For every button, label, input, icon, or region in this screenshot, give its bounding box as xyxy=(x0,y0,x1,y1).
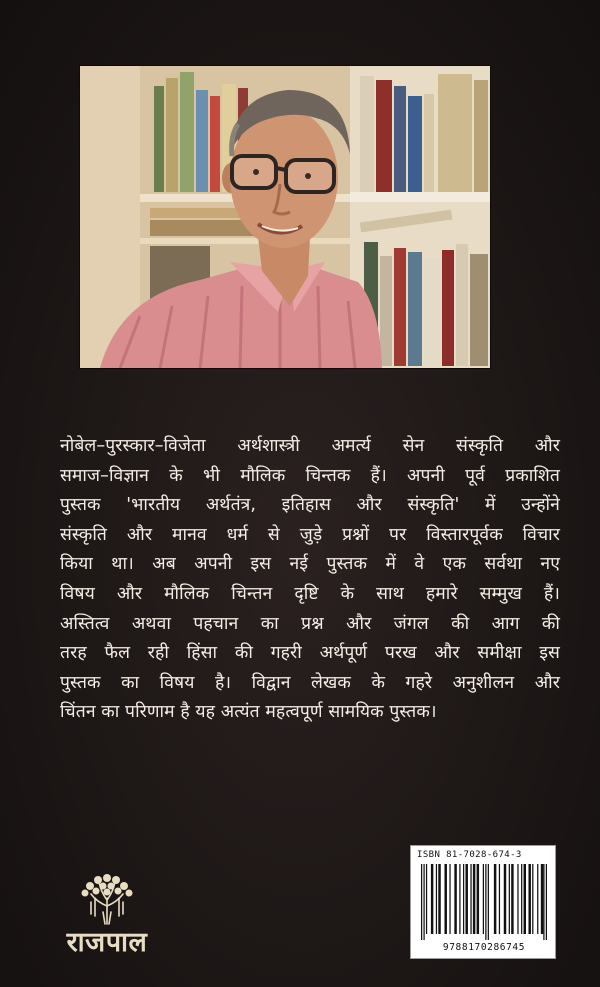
description-line-5: किया था। अब अपनी इस नई पुस्तक में वे एक सर्वथा नए xyxy=(60,554,560,575)
author-photo-image xyxy=(80,66,490,368)
barcode-bar xyxy=(546,864,547,940)
description-line-7: अस्तित्व अथवा पहचान का प्रश्न और जंगल की आग की xyxy=(60,613,560,634)
publisher-logo xyxy=(48,872,166,968)
barcode-bar xyxy=(459,864,460,934)
barcode-bar xyxy=(449,864,450,934)
ean-digits: 9788170286745 xyxy=(442,942,526,953)
barcode-bar xyxy=(426,864,427,934)
description-line-4: संस्कृति और मानव धर्म से जुड़े प्रश्नों पर विस्तारपूर्वक विचार xyxy=(60,524,560,545)
barcode-bar xyxy=(473,864,475,934)
barcode-bar xyxy=(499,864,500,934)
barcode-bar xyxy=(477,864,479,934)
barcode-bar xyxy=(470,864,471,934)
description-line-8: तरह फैल रही हिंसा की गहरी अर्थपूर्ण परख और समीक्षा इस xyxy=(60,643,560,664)
barcode-bar xyxy=(532,864,533,934)
barcode-bar xyxy=(541,864,543,934)
barcode-bar xyxy=(537,864,538,934)
barcode-bar xyxy=(421,864,422,940)
barcode-bar xyxy=(517,864,518,934)
barcode-bar xyxy=(463,864,464,934)
barcode-bar xyxy=(509,864,510,934)
author-photo xyxy=(80,66,490,368)
banyan-tree-icon xyxy=(79,872,135,926)
barcode-bar xyxy=(436,864,437,934)
barcode-bar xyxy=(423,864,424,940)
barcode-bar xyxy=(444,864,446,934)
barcode-bar xyxy=(521,864,522,934)
barcode-bar xyxy=(483,864,484,934)
publisher-name: राजपाल xyxy=(66,927,148,958)
description-line-9: पुस्तक का विषय है। विद्वान लेखक के गहरे अनुशीलन और xyxy=(60,672,560,693)
description-line-6: विषय और मौलिक चिन्तन दृष्टि के साथ हमारे सम्मुख हैं। xyxy=(60,583,560,604)
isbn-number: ISBN 81-7028-674-3 xyxy=(417,850,522,860)
description-line-2: समाज–विज्ञान के भी मौलिक चिन्तक हैं। अपनी पूर्व प्रकाशित xyxy=(60,465,560,486)
description-line-3: पुस्तक 'भारतीय अर्थतंत्र, इतिहास और संस्कृति' में उन्होंने xyxy=(60,495,560,516)
barcode-bar xyxy=(543,864,544,940)
barcode-bars xyxy=(421,864,547,940)
barcode-bar xyxy=(511,864,513,934)
barcode-bar xyxy=(438,864,440,934)
barcode-bar xyxy=(485,864,486,940)
barcode-bar xyxy=(524,864,526,934)
description-line-1: नोबेल–पुरस्कार–विजेता अर्थशास्त्री अमर्त्य सेन संस्कृति और xyxy=(60,436,560,456)
barcode-label xyxy=(410,845,556,959)
barcode-bar xyxy=(494,864,496,934)
barcode-bar xyxy=(431,864,433,934)
description-line-10: चिंतन का परिणाम है यह अत्यंत महत्वपूर्ण सामयिक पुस्तक। xyxy=(60,702,437,723)
barcode-bar xyxy=(454,864,456,934)
book-description xyxy=(60,432,560,728)
barcode-bar xyxy=(488,864,489,940)
barcode-bar xyxy=(528,864,530,934)
barcode-bar xyxy=(504,864,506,934)
barcode-bar xyxy=(465,864,467,934)
